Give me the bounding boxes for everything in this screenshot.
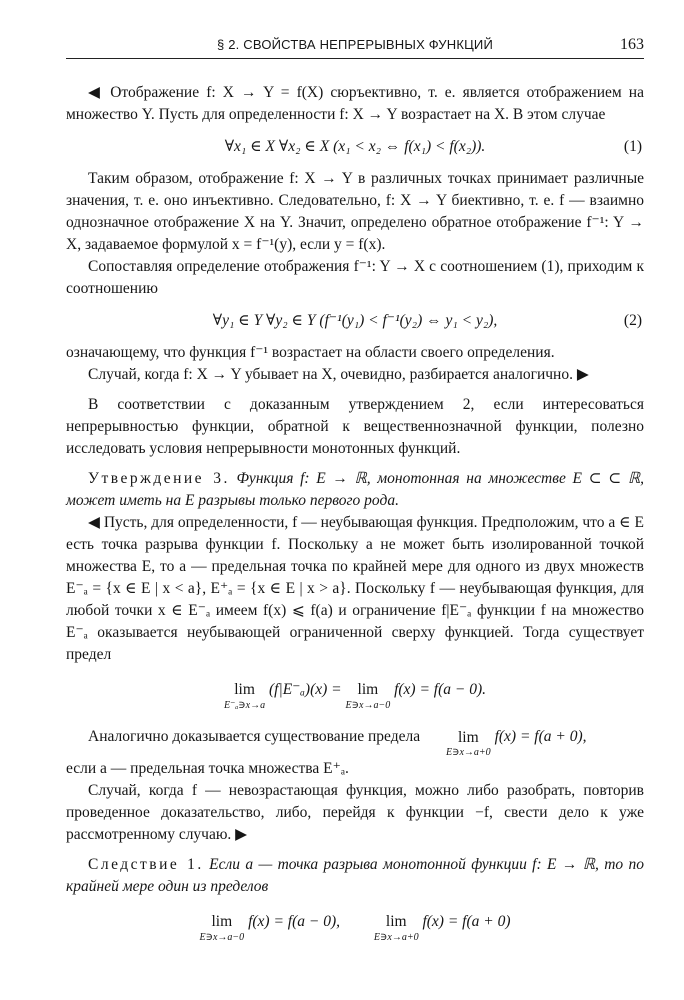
limit-left-formula: f(x) = f(a − 0), [248,913,340,930]
equation-1-number: (1) [623,138,642,155]
restriction-expression: (f|E⁻ₐ)(x) = [269,681,342,698]
corollary-1-label: Следствие 1. [88,856,204,873]
paragraph-proof-start: ◀ Отображение f: X → Y = f(X) сюръективно, т. е. является отображением на множество Y. Пусть для определенности f: X → Y возрастает на X. В этом случае [66,84,644,123]
equation-2-number: (2) [623,312,642,329]
equation-2 [66,308,644,334]
paragraph-right-limit-cont: если a — предельная точка множества E⁺ₐ. [66,760,349,777]
inline-limit-right: lim E∋x→a+0 [445,729,491,758]
page-header [66,34,644,56]
statement-3 [66,468,644,512]
equation-one-sided-limits [66,904,644,950]
page-number: 163 [620,36,644,53]
corollary-1 [66,854,644,898]
running-title: § 2. СВОЙСТВА НЕПРЕРЫВНЫХ ФУНКЦИЙ [217,37,493,52]
paragraph-monotone-intro: В соответствии с доказанным утверждением 2, если интересоваться непрерывностью функции, обратной к вещественнозначной функции, полезно исследовать условия непрерывности монотонных функций. [66,396,644,457]
limit-operator-2: lim E∋x→a−0 [345,681,391,711]
limit-left-value: f(x) = f(a − 0). [394,681,487,698]
paragraph-injective: Таким образом, отображение f: X → Y в различных точках принимает различные значения, т. е. оно инъективно. Следовательно, f: X → Y биективно, т. е. f — взаимно однозначное отображение X на Y. Значит, определено обратное отображение f⁻¹: Y → X, задаваемое формулой x = f⁻¹(y), если y = f(x). [66,170,644,253]
equation-limit-left [66,672,644,718]
corollary-1-text: Если a — точка разрыва монотонной функции f: E → ℝ, то по крайней мере один из пределов [66,856,644,895]
paragraph-compare: Сопоставляя определение отображения f⁻¹: Y → X с соотношением (1), приходим к соотношению [66,258,644,297]
statement-3-label: Утверждение 3. [88,470,230,487]
equation-1-formula: ∀x₁ ∈ X ∀x₂ ∈ X (x₁ < x₂ ⇔ f(x₁) < f(x₂)). [224,138,486,155]
limit-left-operator: lim E∋x→a−0 [199,913,245,943]
equation-1 [66,134,644,160]
paragraph-decreasing-case: Случай, когда f: X → Y убывает на X, очевидно, разбирается аналогично. ▶ [88,366,589,383]
paragraph-proof-statement-3: ◀ Пусть, для определенности, f — неубывающая функция. Предположим, что a ∈ E есть точка разрыва функции f. Поскольку a не может быть изолированной точкой множества E, то a — предельная точка по крайней мере для одного из двух множеств E⁻ₐ = {x ∈ E | x < a}, E⁺ₐ = {x ∈ E | x > a}. Поскольку f — неубывающая функция, для любой точки x ∈ E⁻ₐ имеем f(x) ⩽ f(a) и ограничение f|E⁻ₐ функции f на множество E⁻ₐ оказывается неубывающей ограниченной сверху функцией. Тогда существует предел [66,514,644,663]
paragraph-right-limit: Аналогично доказывается существование предела lim E∋x→a+0 f(x) = f(a + 0), [88,728,587,758]
limit-right-formula: f(x) = f(a + 0) [422,913,511,930]
paragraph-nonincreasing: Случай, когда f — невозрастающая функция, можно либо разобрать, повторив проведенное доказательство, либо, перейдя к функции −f, свести дело к уже рассмотренному случаю. ▶ [66,782,644,843]
page-body [66,82,644,956]
equation-2-formula: ∀y₁ ∈ Y ∀y₂ ∈ Y (f⁻¹(y₁) < f⁻¹(y₂) ⇔ y₁ < y₂), [212,312,498,329]
statement-3-text: Функция f: E → ℝ, монотонная на множестве E ⊂ ⊂ ℝ, может иметь на E разрывы только первого рода. [66,470,644,509]
limit-operator: lim E⁻ₐ∋x→a [223,681,266,711]
header-rule [66,58,644,59]
limit-right-operator: lim E∋x→a+0 [373,913,419,943]
paragraph-meaning: означающему, что функция f⁻¹ возрастает на области своего определения. [66,344,555,361]
